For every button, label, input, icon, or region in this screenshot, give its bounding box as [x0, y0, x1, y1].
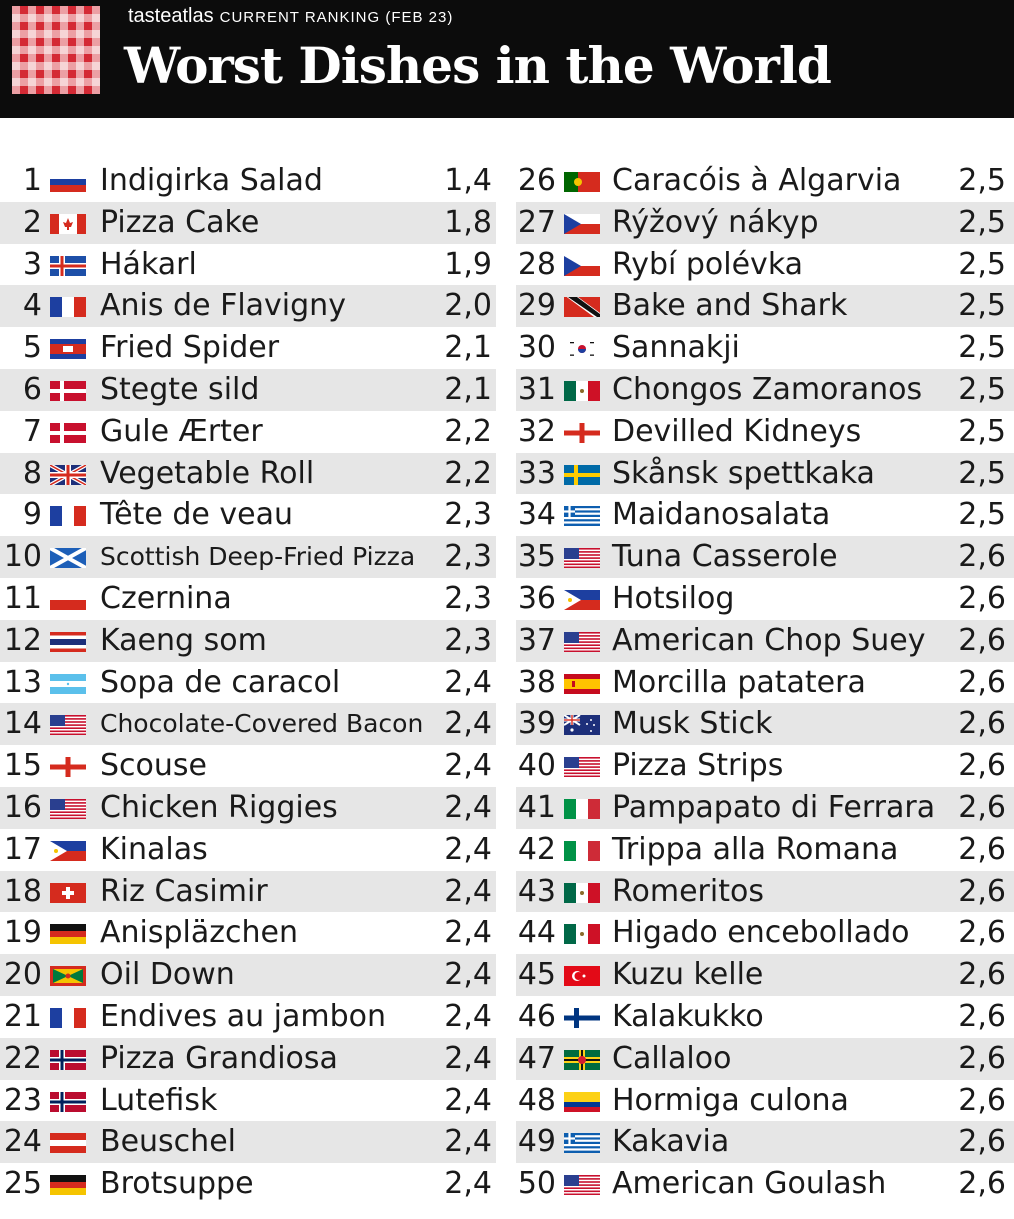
rank-number: 14 [3, 706, 42, 742]
dish-rating: 2,4 [444, 998, 492, 1034]
turkey-flag-icon [564, 966, 600, 986]
dish-name: Caracóis à Algarvia [612, 163, 902, 198]
rank-number: 38 [517, 664, 556, 700]
denmark-flag-icon [50, 381, 86, 401]
dish-rating: 2,6 [958, 1040, 1006, 1076]
colombia-flag-icon [564, 1092, 600, 1112]
rank-number: 39 [517, 706, 556, 742]
dish-name: Hormiga culona [612, 1082, 849, 1118]
rank-number: 16 [3, 789, 42, 825]
dish-rating: 2,2 [444, 455, 492, 491]
table-row [0, 244, 1014, 286]
rank-number: 48 [517, 1082, 556, 1118]
rank-number: 20 [3, 957, 42, 993]
canada-flag-icon [50, 214, 86, 234]
rank-number: 19 [3, 915, 42, 951]
table-row [0, 453, 1014, 495]
dish-rating: 2,3 [444, 539, 492, 575]
rank-number: 21 [3, 998, 42, 1034]
rank-number: 30 [517, 330, 556, 366]
rank-number: 1 [22, 163, 42, 198]
tasteatlas-logo-icon [12, 6, 100, 94]
scotland-flag-icon [50, 548, 86, 568]
dish-rating: 2,6 [958, 831, 1006, 867]
rank-number: 29 [517, 288, 556, 324]
dish-rating: 2,4 [444, 957, 492, 993]
table-row [0, 620, 1014, 662]
rank-number: 23 [3, 1082, 42, 1118]
usa-flag-icon [50, 799, 86, 819]
dish-name: Romeritos [612, 873, 764, 909]
table-row [0, 202, 1014, 244]
header [0, 0, 1014, 118]
dish-rating: 2,5 [958, 163, 1006, 198]
rank-number: 2 [22, 204, 42, 240]
rank-number: 44 [517, 915, 556, 951]
rank-number: 35 [517, 539, 556, 575]
rank-number: 42 [517, 831, 556, 867]
table-row [0, 829, 1014, 871]
dish-rating: 2,4 [444, 748, 492, 784]
dish-name: Bake and Shark [612, 288, 848, 324]
iceland-flag-icon [50, 256, 86, 276]
rank-number: 27 [517, 204, 556, 240]
dish-rating: 2,4 [444, 873, 492, 909]
dish-name: Lutefisk [100, 1082, 218, 1118]
south-korea-flag-icon [564, 339, 600, 359]
dish-name: Anispläzchen [100, 915, 298, 951]
dish-name: Kaeng som [100, 622, 267, 658]
dish-rating: 2,6 [958, 622, 1006, 658]
table-row [0, 703, 1014, 745]
dish-name: Oil Down [100, 957, 235, 993]
rank-number: 46 [517, 998, 556, 1034]
rank-number: 37 [517, 622, 556, 658]
rank-number: 13 [3, 664, 42, 700]
rank-number: 17 [3, 831, 42, 867]
dish-name: Czernina [100, 580, 232, 616]
grenada-flag-icon [50, 966, 86, 986]
dish-rating: 2,6 [958, 1124, 1006, 1160]
dish-name: Pizza Cake [100, 204, 260, 240]
rank-number: 11 [3, 580, 42, 616]
rank-number: 36 [517, 580, 556, 616]
dish-rating: 2,4 [444, 1082, 492, 1118]
dish-name: Rybí polévka [612, 246, 804, 282]
england-flag-icon [50, 757, 86, 777]
norway-flag-icon [50, 1050, 86, 1070]
table-row [0, 369, 1014, 411]
table-row [0, 912, 1014, 954]
dish-rating: 2,3 [444, 622, 492, 658]
dish-rating: 2,5 [958, 246, 1006, 282]
dish-name: Kinalas [100, 831, 208, 867]
italy-flag-icon [564, 799, 600, 819]
rank-number: 8 [22, 455, 42, 491]
greece-flag-icon [564, 1133, 600, 1153]
dish-name: Brotsuppe [100, 1166, 254, 1202]
dish-rating: 2,4 [444, 789, 492, 825]
rank-number: 45 [517, 957, 556, 993]
page-title: Worst Dishes in the World [124, 36, 831, 95]
rank-number: 5 [22, 330, 42, 366]
poland-flag-icon [50, 590, 86, 610]
honduras-flag-icon [50, 674, 86, 694]
rank-number: 4 [22, 288, 42, 324]
dish-rating: 2,6 [958, 706, 1006, 742]
dish-rating: 2,6 [958, 664, 1006, 700]
dish-name: Sopa de caracol [100, 664, 341, 700]
table-row [0, 1038, 1014, 1080]
australia-flag-icon [564, 715, 600, 735]
dish-name: Kuzu kelle [612, 957, 764, 993]
dish-name: Musk Stick [612, 706, 773, 742]
rank-number: 32 [517, 413, 556, 449]
rank-number: 47 [517, 1040, 556, 1076]
dish-rating: 2,6 [958, 1166, 1006, 1202]
usa-flag-icon [564, 1175, 600, 1195]
dish-name: Higado encebollado [612, 915, 910, 951]
usa-flag-icon [564, 632, 600, 652]
finland-flag-icon [564, 1008, 600, 1028]
thailand-flag-icon [50, 632, 86, 652]
rank-number: 28 [517, 246, 556, 282]
dish-name: American Goulash [612, 1166, 887, 1202]
brand-name: tasteatlas [128, 5, 214, 27]
dish-name: Anis de Flavigny [100, 288, 346, 324]
dish-rating: 2,2 [444, 413, 492, 449]
philippines-flag-icon [50, 841, 86, 861]
rank-number: 6 [22, 371, 42, 407]
rank-number: 15 [3, 748, 42, 784]
rank-number: 3 [22, 246, 42, 282]
dish-rating: 2,5 [958, 455, 1006, 491]
dish-rating: 2,1 [444, 330, 492, 366]
table-row [0, 536, 1014, 578]
austria-flag-icon [50, 1133, 86, 1153]
mexico-flag-icon [564, 381, 600, 401]
dish-name: Trippa alla Romana [612, 831, 899, 867]
dish-rating: 2,6 [958, 1082, 1006, 1118]
dish-rating: 2,6 [958, 873, 1006, 909]
dish-name: Chongos Zamoranos [612, 371, 923, 407]
dish-name: Rýžový nákyp [612, 204, 819, 240]
dish-rating: 2,4 [444, 664, 492, 700]
rank-number: 41 [517, 789, 556, 825]
dish-name: Gule Ærter [100, 413, 263, 449]
dish-rating: 2,4 [444, 1124, 492, 1160]
england-flag-icon [564, 423, 600, 443]
dish-name: Hotsilog [612, 580, 735, 616]
table-row [0, 1121, 1014, 1163]
dish-rating: 2,5 [958, 497, 1006, 533]
table-row [0, 954, 1014, 996]
dish-name: Scouse [100, 748, 207, 784]
rank-number: 9 [22, 497, 42, 533]
ranking-table [0, 160, 1014, 1205]
dish-rating: 2,0 [444, 288, 492, 324]
dish-name: Hákarl [100, 246, 197, 282]
usa-flag-icon [564, 548, 600, 568]
table-row [0, 411, 1014, 453]
table-row [0, 1080, 1014, 1122]
table-row [0, 787, 1014, 829]
dish-rating: 2,5 [958, 330, 1006, 366]
dish-name: Riz Casimir [100, 873, 268, 909]
rank-number: 7 [22, 413, 42, 449]
dish-name: Pizza Grandiosa [100, 1040, 338, 1076]
dish-name: Tuna Casserole [612, 539, 838, 575]
dish-rating: 2,6 [958, 998, 1006, 1034]
russia-flag-icon [50, 172, 86, 192]
dish-name: Pampapato di Ferrara [612, 789, 936, 825]
dish-rating: 2,4 [444, 831, 492, 867]
norway-flag-icon [50, 1092, 86, 1112]
dish-rating: 2,4 [444, 1040, 492, 1076]
czech-flag-icon [564, 256, 600, 276]
dish-name: Scottish Deep-Fried Pizza [100, 542, 416, 572]
dish-rating: 2,6 [958, 748, 1006, 784]
rank-number: 43 [517, 873, 556, 909]
rank-number: 24 [3, 1124, 42, 1160]
dish-rating: 2,5 [958, 413, 1006, 449]
mexico-flag-icon [564, 883, 600, 903]
ranking-subtitle: CURRENT RANKING (FEB 23) [219, 9, 454, 26]
dish-rating: 2,4 [444, 1166, 492, 1202]
dish-name: Devilled Kidneys [612, 413, 862, 449]
table-row [0, 1163, 1014, 1205]
dish-name: Chocolate-Covered Bacon [100, 709, 424, 739]
rank-number: 33 [517, 455, 556, 491]
brand-line [128, 5, 453, 28]
germany-flag-icon [50, 1175, 86, 1195]
rank-number: 26 [517, 163, 556, 198]
rank-number: 40 [517, 748, 556, 784]
dish-name: Tête de veau [100, 497, 293, 533]
dish-name: Beuschel [100, 1124, 236, 1160]
dish-rating: 1,8 [444, 204, 492, 240]
uk-flag-icon [50, 465, 86, 485]
rank-number: 34 [517, 497, 556, 533]
rank-number: 25 [3, 1166, 42, 1202]
table-row [0, 871, 1014, 913]
table-row [0, 662, 1014, 704]
table-row [0, 745, 1014, 787]
dish-name: American Chop Suey [612, 622, 926, 658]
dish-name: Pizza Strips [612, 748, 784, 784]
cambodia-flag-icon [50, 339, 86, 359]
rank-number: 49 [517, 1124, 556, 1160]
rank-number: 12 [3, 622, 42, 658]
trinidad-flag-icon [564, 297, 600, 317]
dish-rating: 2,5 [958, 288, 1006, 324]
dish-rating: 2,5 [958, 371, 1006, 407]
dish-name: Kakavia [612, 1124, 730, 1160]
germany-flag-icon [50, 924, 86, 944]
table-row [0, 327, 1014, 369]
greece-flag-icon [564, 506, 600, 526]
czech-flag-icon [564, 214, 600, 234]
table-row [0, 996, 1014, 1038]
table-row [0, 494, 1014, 536]
mexico-flag-icon [564, 924, 600, 944]
dish-rating: 2,6 [958, 539, 1006, 575]
dish-name: Vegetable Roll [100, 455, 315, 491]
rank-number: 22 [3, 1040, 42, 1076]
dish-rating: 1,4 [444, 163, 492, 198]
dish-name: Fried Spider [100, 330, 280, 366]
dish-rating: 2,6 [958, 789, 1006, 825]
denmark-flag-icon [50, 423, 86, 443]
dish-name: Callaloo [612, 1040, 732, 1076]
dish-rating: 2,3 [444, 497, 492, 533]
table-row [0, 578, 1014, 620]
dish-rating: 2,4 [444, 915, 492, 951]
table-row [0, 160, 1014, 202]
usa-flag-icon [564, 757, 600, 777]
dish-name: Kalakukko [612, 998, 764, 1034]
dish-name: Morcilla patatera [612, 664, 866, 700]
dominica-flag-icon [564, 1050, 600, 1070]
dish-name: Chicken Riggies [100, 789, 338, 825]
france-flag-icon [50, 297, 86, 317]
dish-rating: 2,1 [444, 371, 492, 407]
spain-flag-icon [564, 674, 600, 694]
france-flag-icon [50, 1008, 86, 1028]
dish-rating: 2,3 [444, 580, 492, 616]
dish-rating: 2,4 [444, 706, 492, 742]
table-row [0, 285, 1014, 327]
sweden-flag-icon [564, 465, 600, 485]
italy-flag-icon [564, 841, 600, 861]
rank-number: 31 [517, 371, 556, 407]
philippines-flag-icon [564, 590, 600, 610]
dish-name: Maidanosalata [612, 497, 831, 533]
dish-name: Endives au jambon [100, 998, 387, 1034]
dish-rating: 2,5 [958, 204, 1006, 240]
switzerland-flag-icon [50, 883, 86, 903]
rank-number: 18 [3, 873, 42, 909]
rank-number: 10 [3, 539, 42, 575]
dish-name: Sannakji [612, 330, 740, 366]
dish-rating: 2,6 [958, 957, 1006, 993]
dish-rating: 2,6 [958, 915, 1006, 951]
dish-rating: 2,6 [958, 580, 1006, 616]
france-flag-icon [50, 506, 86, 526]
portugal-flag-icon [564, 172, 600, 192]
dish-name: Stegte sild [100, 371, 260, 407]
rank-number: 50 [517, 1166, 556, 1202]
dish-name: Indigirka Salad [100, 163, 323, 198]
dish-rating: 1,9 [444, 246, 492, 282]
dish-name: Skånsk spettkaka [612, 455, 875, 491]
usa-flag-icon [50, 715, 86, 735]
